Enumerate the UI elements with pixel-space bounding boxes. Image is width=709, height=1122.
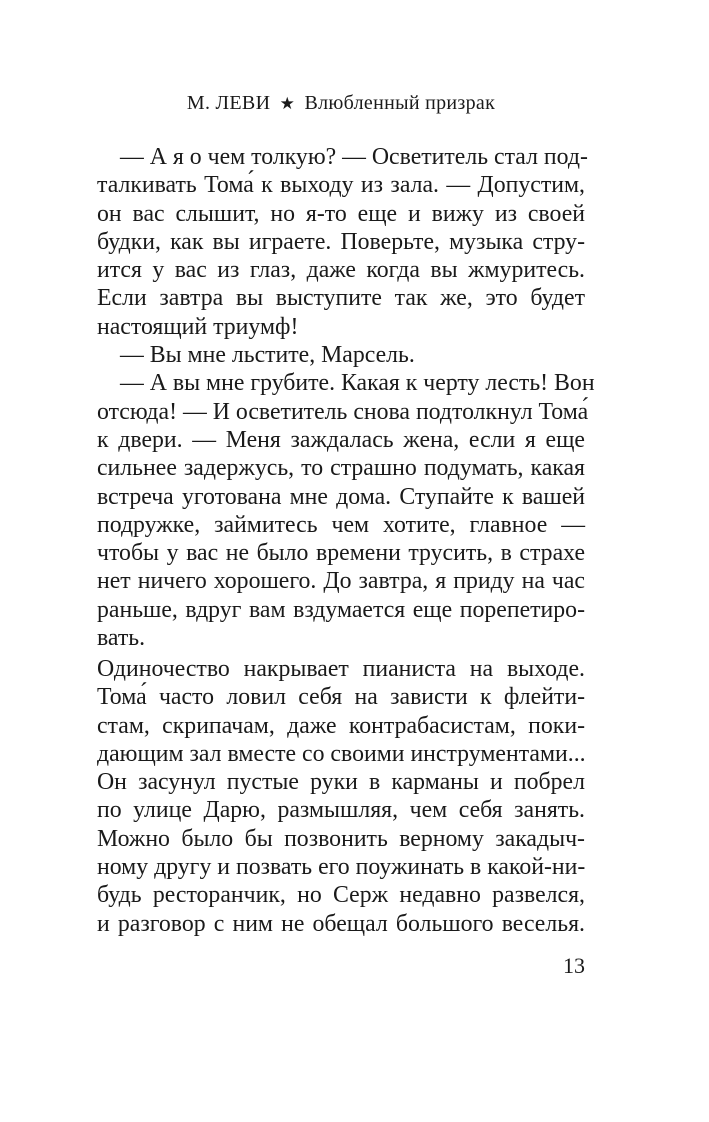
text-line: будки, как вы играете. Поверьте, музыка стру-	[97, 228, 585, 255]
book-title: Влюбленный призрак	[304, 92, 496, 114]
text-line: — Вы мне льстите, Марсель.	[120, 342, 415, 369]
text-line: вать.	[97, 625, 146, 652]
text-line: будь ресторанчик, но Серж недавно развелся,	[97, 882, 585, 909]
text-line: Одиночество накрывает пианиста на выходе.	[97, 656, 585, 682]
text-line: — А вы мне грубите. Какая к черту лесть! Вон	[120, 370, 595, 397]
text-line: отсюда! — И осветитель снова подтолкнул Тома́	[97, 398, 589, 425]
text-line: ится у вас из глаз, даже когда вы жмуритесь.	[97, 257, 585, 284]
narrative-section	[97, 655, 585, 938]
text-line: Если завтра вы выступите так же, это будет	[97, 285, 585, 312]
text-line: к двери. — Меня заждалась жена, если я еще	[97, 426, 585, 453]
text-line: Можно было бы позвонить верному закадыч-	[97, 825, 585, 852]
text-line: встреча уготована мне дома. Ступайте к вашей	[97, 483, 585, 510]
star-separator-icon: ★	[279, 94, 296, 113]
text-line: нет ничего хорошего. До завтра, я приду на час	[97, 568, 585, 595]
text-line: чтобы у вас не было времени трусить, в страхе	[97, 540, 585, 567]
text-line: талкивать Тома́ к выходу из зала. — Допустим,	[97, 172, 585, 199]
text-line: и разговор с ним не обещал большого веселья.	[97, 910, 585, 937]
page-number: 13	[563, 953, 585, 978]
author-name: М. ЛЕВИ	[186, 92, 271, 114]
text-line: — А я о чем толкую? — Осветитель стал под-	[120, 144, 588, 170]
text-line: Он засунул пустые руки в карманы и побрел	[97, 769, 585, 796]
text-line: Тома́ часто ловил себя на зависти к флейти-	[97, 684, 585, 711]
text-line: раньше, вдруг вам вздумается еще порепетиро-	[97, 596, 585, 623]
text-line: сильнее задержусь, то страшно подумать, какая	[97, 455, 585, 482]
text-line: настоящий триумф!	[97, 313, 299, 340]
text-line: стам, скрипачам, даже контрабасистам, поки-	[97, 712, 585, 739]
running-head	[97, 92, 585, 115]
text-line: подружке, займитесь чем хотите, главное —	[97, 511, 585, 538]
text-line: дающим зал вместе со своими инструментами...	[97, 740, 586, 767]
text-line: ному другу и позвать его поужинать в какой-ни-	[97, 854, 586, 881]
dialogue-section	[97, 143, 595, 652]
text-line: по улице Дарю, размышляя, чем себя занять.	[97, 797, 585, 824]
text-line: он вас слышит, но я-то еще и вижу из своей	[97, 200, 585, 227]
